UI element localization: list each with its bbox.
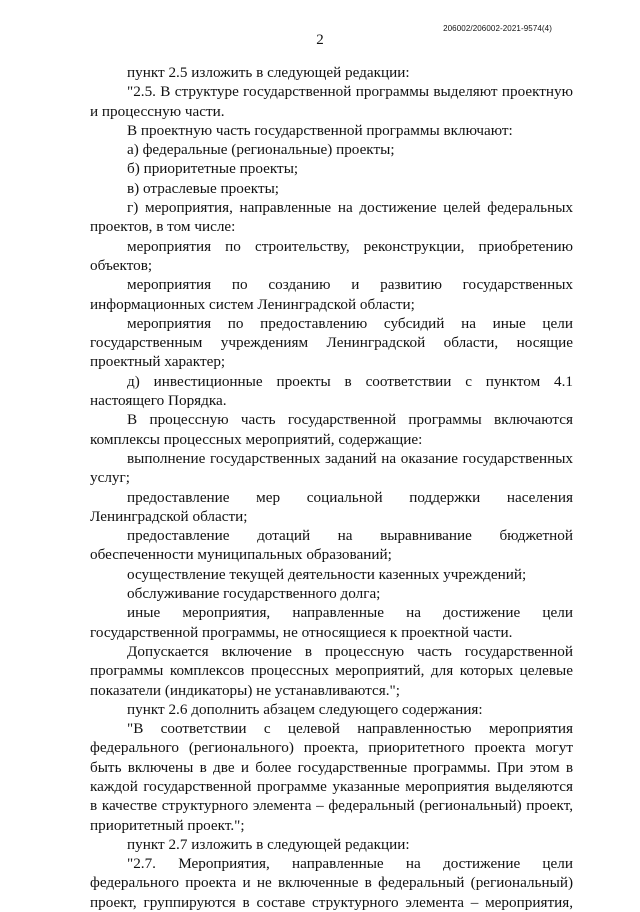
paragraph: предоставление мер социальной поддержки населения Ленинградской области;: [90, 488, 573, 525]
paragraph: мероприятия по строительству, реконструкции, приобретению объектов;: [90, 237, 573, 274]
paragraph: д) инвестиционные проекты в соответствии с пунктом 4.1 настоящего Порядка.: [90, 372, 573, 410]
paragraph: в) отраслевые проекты;: [127, 179, 280, 197]
paragraph: предоставление дотаций на выравнивание бюджетной обеспеченности муниципальных образований;: [90, 527, 573, 564]
paragraph: обслуживание государственного долга;: [127, 585, 381, 603]
paragraph: б) приоритетные проекты;: [127, 160, 299, 178]
paragraph: "В соответствии с целевой направленностью мероприятия федерального (регионального) проекта, приоритетного проекта могут быть включены в две и более государственные программы. При этом в каждой государственной программе указанные мероприятия выделяются в качестве структурного элемента – федеральный (региональный) проект, приоритетный проект.";: [90, 720, 573, 834]
paragraph: "2.5. В структуре государственной программы выделяют проектную и процессную части.: [90, 83, 573, 120]
document-body: [90, 63, 573, 912]
paragraph: пункт 2.7 изложить в следующей редакции:: [127, 835, 410, 853]
paragraph: В процессную часть государственной программы включаются комплексы процессных мероприятий, содержащие:: [90, 411, 573, 448]
document-id: 206002/206002-2021-9574(4): [443, 24, 552, 33]
paragraph: выполнение государственных заданий на оказание государственных услуг;: [90, 449, 573, 487]
paragraph: пункт 2.5 изложить в следующей редакции:: [127, 64, 410, 81]
paragraph: "2.7. Мероприятия, направленные на достижение цели федерального проекта и не включенные в федеральный (региональный) проект, группируются в составе структурного элемента – мероприятия,: [90, 855, 573, 911]
paragraph: Допускается включение в процессную часть государственной программы комплексов процессных мероприятий, для которых целевые показатели (индикаторы) не устанавливаются.";: [90, 642, 573, 699]
paragraph: г) мероприятия, направленные на достижение целей федеральных проектов, в том числе:: [90, 199, 573, 236]
paragraph: мероприятия по предоставлению субсидий на иные цели государственным учреждениям Ленинградской области, носящие проектный характер;: [90, 314, 573, 371]
paragraph: иные мероприятия, направленные на достижение цели государственной программы, не относящиеся к проектной части.: [90, 604, 573, 641]
paragraph: В проектную часть государственной программы включают:: [127, 121, 513, 139]
paragraph: пункт 2.6 дополнить абзацем следующего содержания:: [127, 700, 483, 718]
paragraph: мероприятия по созданию и развитию государственных информационных систем Ленинградской области;: [90, 276, 573, 313]
paragraph: осуществление текущей деятельности казенных учреждений;: [127, 565, 527, 583]
page-number: 2: [316, 32, 324, 48]
paragraph: а) федеральные (региональные) проекты;: [127, 141, 395, 159]
